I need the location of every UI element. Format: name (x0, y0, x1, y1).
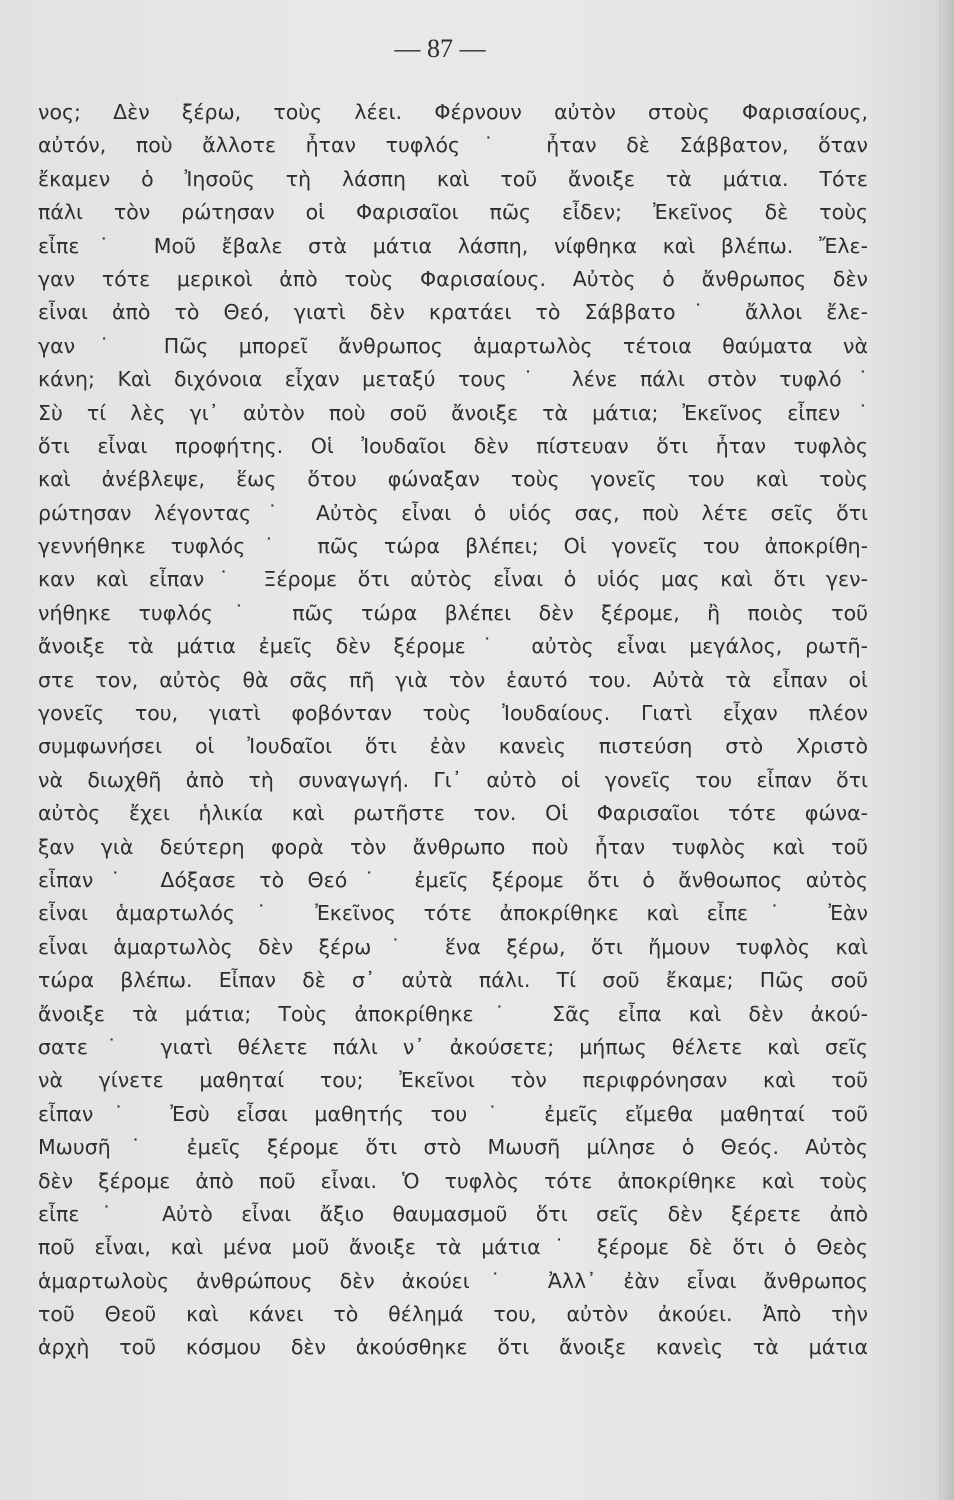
text-line: σατε˙ γιατὶ θέλετε πάλι ν᾽ ἀκούσετε; μήπως θέλετε καὶ σεῖς (38, 1034, 868, 1059)
text-line: εἶπαν˙ Ἐσὺ εἶσαι μαθητής του˙ ἐμεῖς εἴμεθα μαθηταί τοῦ (38, 1101, 868, 1126)
text-line: νήθηκε τυφλός˙ πῶς τώρα βλέπει δὲν ξέρομε, ἢ ποιὸς τοῦ (38, 600, 868, 625)
text-line: νὰ διωχθῆ ἀπὸ τὴ συναγωγή. Γι᾽ αὐτὸ οἱ γονεῖς του εἶπαν ὅτι (38, 767, 868, 792)
text-line: αὐτὸς ἔχει ἡλικία καὶ ρωτῆστε τον. Οἱ Φαρισαῖοι τότε φώνα- (38, 801, 868, 826)
text-line: ἔκαμεν ὁ Ἰησοῦς τὴ λάσπη καὶ τοῦ ἄνοιξε τὰ μάτια. Τότε (38, 166, 868, 191)
body-text (38, 96, 868, 1365)
text-line: εἶπε˙ Αὐτὸ εἶναι ἄξιο θαυμασμοῦ ὅτι σεῖς δὲν ξέρετε ἀπὸ (38, 1201, 868, 1226)
text-line: γαν τότε μερικοὶ ἀπὸ τοὺς Φαρισαίους. Αὐτὸς ὁ ἄνθρωπος δὲν (38, 266, 868, 291)
text-line: ποῦ εἶναι, καὶ μένα μοῦ ἄνοιξε τὰ μάτια˙ ξέρομε δὲ ὅτι ὁ Θεὸς (38, 1235, 868, 1260)
text-line: τοῦ Θεοῦ καὶ κάνει τὸ θέλημά του, αὐτὸν ἀκούει. Ἀπὸ τὴν (38, 1302, 868, 1327)
text-line: πάλι τὸν ρώτησαν οἱ Φαρισαῖοι πῶς εἶδεν; Ἐκεῖνος δὲ τοὺς (38, 200, 868, 225)
text-line: Μωυσῆ˙ ἐμεῖς ξέρομε ὅτι στὸ Μωυσῆ μίλησε ὁ Θεός. Αὐτὸς (38, 1135, 868, 1160)
text-line: στε τον, αὐτὸς θὰ σᾶς πῆ γιὰ τὸν ἑαυτό του. Αὐτὰ τὰ εἶπαν οἱ (38, 667, 868, 692)
text-line: συμφωνήσει οἱ Ἰουδαῖοι ὅτι ἐὰν κανεὶς πιστεύση στὸ Χριστὸ (38, 734, 868, 759)
text-line: ἀρχὴ τοῦ κόσμου δὲν ἀκούσθηκε ὅτι ἄνοιξε κανεὶς τὰ μάτια (38, 1335, 868, 1360)
text-line: εἶναι ἁμαρτωλός˙ Ἐκεῖνος τότε ἀποκρίθηκε καὶ εἶπε˙ Ἐὰν (38, 901, 868, 926)
text-line: γαν˙ Πῶς μπορεῖ ἄνθρωπος ἁμαρτωλὸς τέτοια θαύματα νὰ (38, 333, 868, 358)
text-line: ἄνοιξε τὰ μάτια ἐμεῖς δὲν ξέρομε˙ αὐτὸς εἶναι μεγάλος, ρωτῆ- (38, 634, 868, 659)
text-line: εἶπαν˙ Δόξασε τὸ Θεό˙ ἐμεῖς ξέρομε ὅτι ὁ ἄνθοωπος αὐτὸς (38, 867, 868, 892)
text-line: νος; Δὲν ξέρω, τοὺς λέει. Φέρνουν αὐτὸν στοὺς Φαρισαίους, (38, 100, 868, 124)
text-line: καὶ ἀνέβλεψε, ἕως ὅτου φώναξαν τοὺς γονεῖς του καὶ τοὺς (38, 467, 868, 492)
text-line: ὅτι εἶναι προφήτης. Οἱ Ἰουδαῖοι δὲν πίστευαν ὅτι ἦταν τυφλὸς (38, 433, 868, 458)
text-line: εἶναι ἁμαρτωλὸς δὲν ξέρω˙ ἕνα ξέρω, ὅτι ἤμουν τυφλὸς καὶ (38, 934, 868, 959)
page-number: — 87 — (394, 34, 486, 63)
text-line: κάνη; Καὶ διχόνοια εἶχαν μεταξύ τους˙ λένε πάλι στὸν τυφλό˙ (38, 367, 868, 392)
text-line: αὐτόν, ποὺ ἄλλοτε ἦταν τυφλός˙ ἦταν δὲ Σάββατον, ὅταν (38, 133, 868, 158)
text-line: δὲν ξέρομε ἀπὸ ποῦ εἶναι. Ὁ τυφλὸς τότε ἀποκρίθηκε καὶ τοὺς (38, 1168, 868, 1193)
text-line: ἄνοιξε τὰ μάτια; Τοὺς ἀποκρίθηκε˙ Σᾶς εἶπα καὶ δὲν ἀκού- (38, 1001, 868, 1026)
text-line: γεννήθηκε τυφλός˙ πῶς τώρα βλέπει; Οἱ γονεῖς του ἀποκρίθη- (38, 534, 868, 559)
text-line: εἶναι ἀπὸ τὸ Θεό, γιατὶ δὲν κρατάει τὸ Σάββατο˙ ἄλλοι ἔλε- (38, 300, 868, 325)
text-line: γονεῖς του, γιατὶ φοβόνταν τοὺς Ἰουδαίους. Γιατὶ εἶχαν πλέον (38, 701, 868, 726)
text-line: εἶπε˙ Μοῦ ἔβαλε στὰ μάτια λάσπη, νίφθηκα καὶ βλέπω. Ἔλε- (38, 233, 868, 258)
page-edge (939, 0, 954, 1500)
text-line: Σὺ τί λὲς γι᾽ αὐτὸν ποὺ σοῦ ἄνοιξε τὰ μάτια; Ἐκεῖνος εἶπεν˙ (38, 400, 868, 425)
text-line: ξαν γιὰ δεύτερη φορὰ τὸν ἄνθρωπο ποὺ ἦταν τυφλὸς καὶ τοῦ (38, 834, 868, 859)
text-line: καν καὶ εἶπαν˙ Ξέρομε ὅτι αὐτὸς εἶναι ὁ υἱός μας καὶ ὅτι γεν- (38, 567, 868, 592)
text-line: ρώτησαν λέγοντας˙ Αὐτὸς εἶναι ὁ υἱός σας, ποὺ λέτε σεῖς ὅτι (38, 500, 868, 525)
text-line: ἁμαρτωλοὺς ἀνθρώπους δὲν ἀκούει˙ Ἀλλ᾽ ἐὰν εἶναι ἄνθρωπος (38, 1268, 868, 1293)
text-line: τώρα βλέπω. Εἶπαν δὲ σ᾽ αὐτὰ πάλι. Τί σοῦ ἔκαμε; Πῶς σοῦ (38, 968, 868, 993)
text-line: νὰ γίνετε μαθηταί του; Ἐκεῖνοι τὸν περιφρόνησαν καὶ τοῦ (38, 1068, 868, 1093)
